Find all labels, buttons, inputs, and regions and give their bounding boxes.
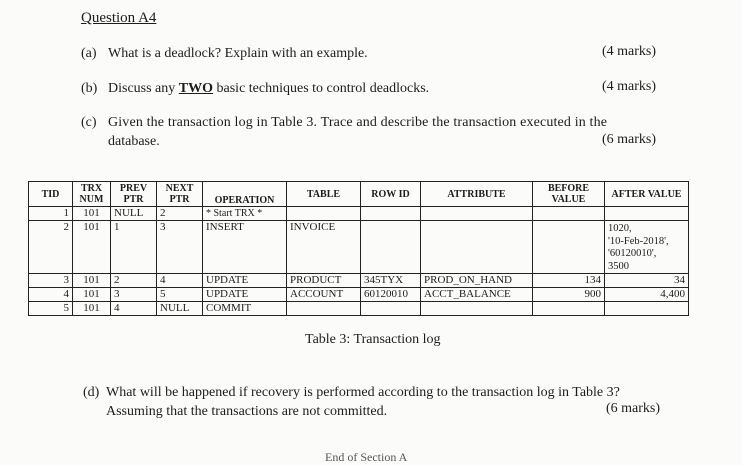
cell-rowid: 60120010 (361, 288, 421, 302)
part-b (81, 79, 601, 98)
cell-tid: 1 (29, 207, 73, 221)
part-d (83, 383, 683, 423)
part-b-text-emphasis: TWO (178, 81, 214, 96)
cell-after: 34 (605, 274, 689, 288)
cell-prev: 2 (111, 274, 157, 288)
cell-before (533, 221, 605, 274)
cell-rowid (361, 221, 421, 274)
part-a-text: What is a deadlock? Explain with an example. (108, 46, 368, 61)
cell-next: 5 (157, 288, 203, 302)
part-b-label: (b) (81, 81, 98, 96)
part-d-line2: Assuming that the transactions are not committed. (106, 404, 388, 419)
part-b-text-pre: Discuss any (108, 81, 179, 96)
cell-after (605, 207, 689, 221)
header-tid: TID (29, 182, 73, 207)
cell-after (605, 302, 689, 316)
header-operation: OPERATION (203, 182, 287, 207)
cell-tid: 3 (29, 274, 73, 288)
after-value-line: 1020, (608, 223, 632, 234)
part-b-text-post: basic techniques to control deadlocks. (213, 81, 430, 96)
header-after-value: AFTER VALUE (605, 182, 689, 207)
cell-prev: 4 (111, 302, 157, 316)
header-prev-ptr: PREV PTR (111, 182, 157, 207)
cell-tid: 2 (29, 221, 73, 274)
cell-table (287, 302, 361, 316)
cell-operation: COMMIT (203, 302, 287, 316)
header-next-ptr: NEXT PTR (157, 182, 203, 207)
cell-before: 900 (533, 288, 605, 302)
cell-trx: 101 (73, 207, 111, 221)
header-before-value: BEFORE VALUE (533, 182, 605, 207)
table-row (29, 207, 689, 221)
header-row-id: ROW ID (361, 182, 421, 207)
table-row (29, 302, 689, 316)
cell-next: 2 (157, 207, 203, 221)
cell-after: 4,400 (605, 288, 689, 302)
cell-trx: 101 (73, 221, 111, 274)
after-value-line: 3500 (608, 260, 629, 272)
table-row (29, 288, 689, 302)
question-title: Question A4 (81, 10, 157, 26)
cell-attribute: PROD_ON_HAND (421, 274, 533, 288)
cell-attribute (421, 221, 533, 274)
cell-trx: 101 (73, 288, 111, 302)
part-b-text (108, 79, 429, 98)
cell-table: PRODUCT (287, 274, 361, 288)
table-caption: Table 3: Transaction log (305, 332, 441, 347)
header-attribute: ATTRIBUTE (421, 182, 533, 207)
part-b-marks: (4 marks) (602, 79, 657, 94)
cell-trx: 101 (73, 274, 111, 288)
part-c-line1: Given the transaction log in Table 3. Trace and describe the transaction executed in the (108, 115, 608, 130)
cell-table: ACCOUNT (287, 288, 361, 302)
cell-prev: NULL (111, 207, 157, 221)
part-c-line2: database. (108, 134, 160, 149)
table-row (29, 221, 689, 274)
cell-attribute: ACCT_BALANCE (421, 288, 533, 302)
part-d-marks: (6 marks) (606, 401, 661, 416)
part-c-marks: (6 marks) (602, 132, 657, 147)
part-d-line1: What will be happened if recovery is performed according to the transaction log in Table 3? (106, 385, 620, 400)
table-row (29, 274, 689, 288)
cell-tid: 4 (29, 288, 73, 302)
table-header-row (29, 182, 689, 207)
part-a-label: (a) (81, 46, 97, 61)
cell-before: 134 (533, 274, 605, 288)
part-c (81, 113, 681, 153)
part-c-label: (c) (81, 115, 97, 130)
cell-rowid: 345TYX (361, 274, 421, 288)
cell-operation: UPDATE (203, 274, 287, 288)
part-a-marks: (4 marks) (602, 44, 657, 59)
header-trx-num: TRX NUM (73, 182, 111, 207)
cell-next: NULL (157, 302, 203, 316)
part-a (81, 44, 671, 63)
cell-next: 4 (157, 274, 203, 288)
after-value-line: '60120010', (608, 248, 657, 259)
cell-operation: INSERT (203, 221, 287, 274)
cell-table (287, 207, 361, 221)
transaction-log-table (28, 181, 689, 316)
part-d-label: (d) (83, 385, 100, 400)
cell-attribute (421, 302, 533, 316)
cell-before (533, 207, 605, 221)
header-table: TABLE (287, 182, 361, 207)
cell-before (533, 302, 605, 316)
cell-next: 3 (157, 221, 203, 274)
section-footer: End of Section A (325, 450, 408, 464)
cell-rowid (361, 207, 421, 221)
cell-prev: 1 (111, 221, 157, 274)
cell-after (605, 221, 689, 274)
cell-prev: 3 (111, 288, 157, 302)
cell-rowid (361, 302, 421, 316)
cell-table: INVOICE (287, 221, 361, 274)
after-value-line: '10-Feb-2018', (608, 235, 669, 247)
cell-tid: 5 (29, 302, 73, 316)
cell-attribute (421, 207, 533, 221)
cell-operation: * Start TRX * (203, 207, 287, 221)
cell-operation: UPDATE (203, 288, 287, 302)
cell-trx: 101 (73, 302, 111, 316)
